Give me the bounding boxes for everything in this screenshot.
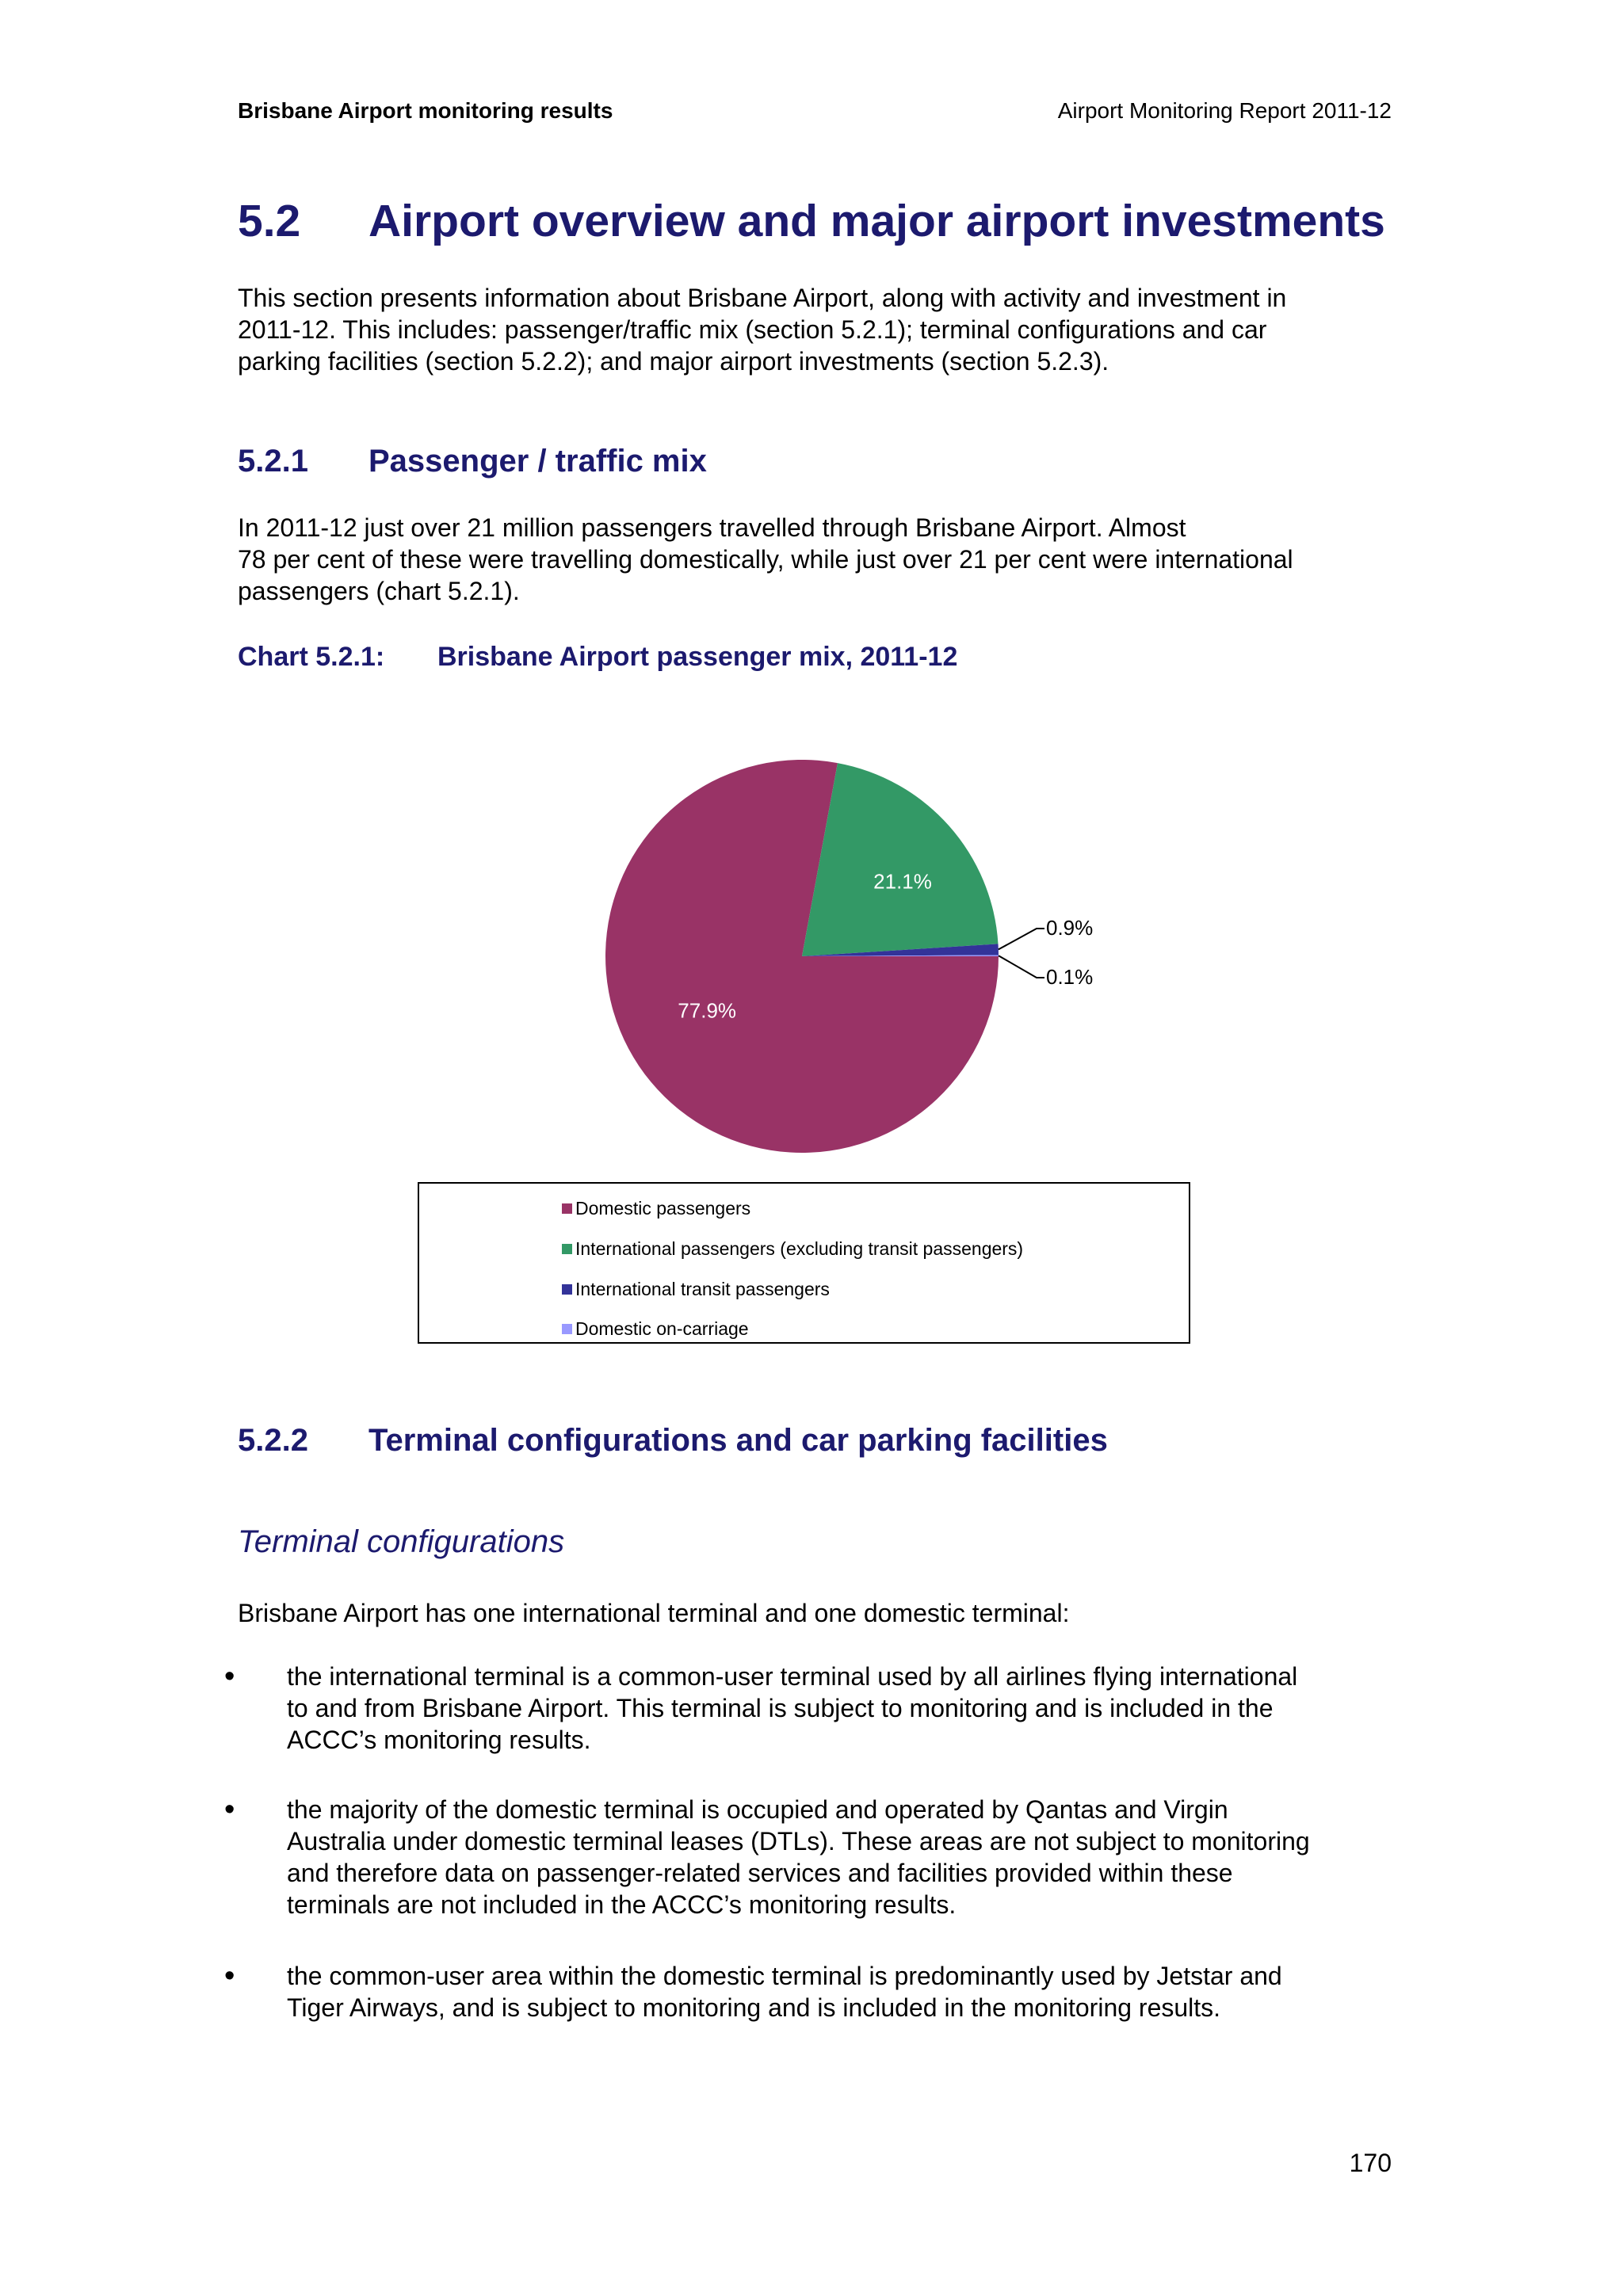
legend-label: International transit passengers (575, 1279, 830, 1299)
intro-line: This section presents information about Brisbane Airport, along with activity and investment in (238, 284, 1287, 312)
subsection-number: 5.2.1 (238, 444, 308, 479)
data-label: 21.1% (873, 869, 932, 894)
bullet-marker: • (224, 1959, 235, 1993)
subsection-number: 5.2.2 (238, 1423, 308, 1458)
bullet-line: the international terminal is a common-user terminal used by all airlines flying international (287, 1662, 1298, 1691)
paragraph-line: In 2011-12 just over 21 million passengers travelled through Brisbane Airport. Almost (238, 513, 1186, 542)
legend-item (562, 1198, 750, 1219)
legend-swatch (562, 1203, 572, 1214)
bullet-line: ACCC’s monitoring results. (287, 1726, 591, 1754)
bullet-marker: • (224, 1793, 235, 1826)
paragraph-line: 78 per cent of these were travelling domestically, while just over 21 per cent were international (238, 545, 1293, 574)
legend-label: International passengers (excluding transit passengers) (575, 1238, 1024, 1259)
legend-swatch (562, 1324, 572, 1334)
intro-line: 2011-12. This includes: passenger/traffic mix (section 5.2.1); terminal configurations and car (238, 315, 1267, 344)
bullet-item (287, 1661, 1404, 1756)
legend-item (562, 1279, 830, 1300)
terminal-lead: Brisbane Airport has one international terminal and one domestic terminal: (238, 1599, 1070, 1627)
subsection-title: Passenger / traffic mix (369, 444, 707, 479)
bullet-line: terminals are not included in the ACCC’s monitoring results. (287, 1890, 957, 1919)
intro-line: parking facilities (section 5.2.2); and major airport investments (section 5.2.3). (238, 347, 1109, 376)
legend-swatch (562, 1284, 572, 1295)
bullet-line: the common-user area within the domestic terminal is predominantly used by Jetstar and (287, 1962, 1282, 1990)
section-title: Airport overview and major airport investments (369, 196, 1385, 246)
bullet-item (287, 1960, 1404, 2023)
bullet-line: Australia under domestic terminal leases (DTLs). These areas are not subject to monitoring (287, 1827, 1310, 1855)
legend-item (562, 1238, 1023, 1260)
bullet-line: to and from Brisbane Airport. This terminal is subject to monitoring and is included in the (287, 1694, 1274, 1722)
leader-line (999, 929, 1044, 949)
section-number: 5.2 (238, 196, 301, 246)
legend-item (562, 1318, 749, 1340)
paragraph-line: passengers (chart 5.2.1). (238, 577, 520, 605)
bullet-line: and therefore data on passenger-related services and facilities provided within these (287, 1859, 1233, 1887)
subsection-heading-5-2-2 (238, 1423, 1108, 1459)
running-header-left: Brisbane Airport monitoring results (238, 98, 613, 123)
leader-line (999, 955, 1044, 978)
legend-label: Domestic passengers (575, 1198, 751, 1219)
data-label: 0.9% (1046, 916, 1094, 940)
legend-label: Domestic on-carriage (575, 1318, 749, 1339)
bullet-line: Tiger Airways, and is subject to monitoring and is included in the monitoring results. (287, 1993, 1221, 2022)
page-number: 170 (1349, 2149, 1392, 2177)
data-label: 0.1% (1046, 965, 1094, 989)
bullet-line: the majority of the domestic terminal is occupied and operated by Qantas and Virgin (287, 1795, 1228, 1824)
subsection-title: Terminal configurations and car parking facilities (369, 1423, 1108, 1458)
data-label: 77.9% (678, 998, 737, 1023)
legend-swatch (562, 1244, 572, 1254)
bullet-marker: • (224, 1660, 235, 1693)
chart-caption-title: Brisbane Airport passenger mix, 2011-12 (437, 642, 958, 672)
bullet-item (287, 1794, 1404, 1920)
chart-caption-number: Chart 5.2.1: (238, 642, 385, 672)
terminal-configurations-heading: Terminal configurations (238, 1524, 565, 1559)
chart-legend (418, 1182, 1190, 1344)
running-header-right: Airport Monitoring Report 2011-12 (1057, 98, 1392, 123)
